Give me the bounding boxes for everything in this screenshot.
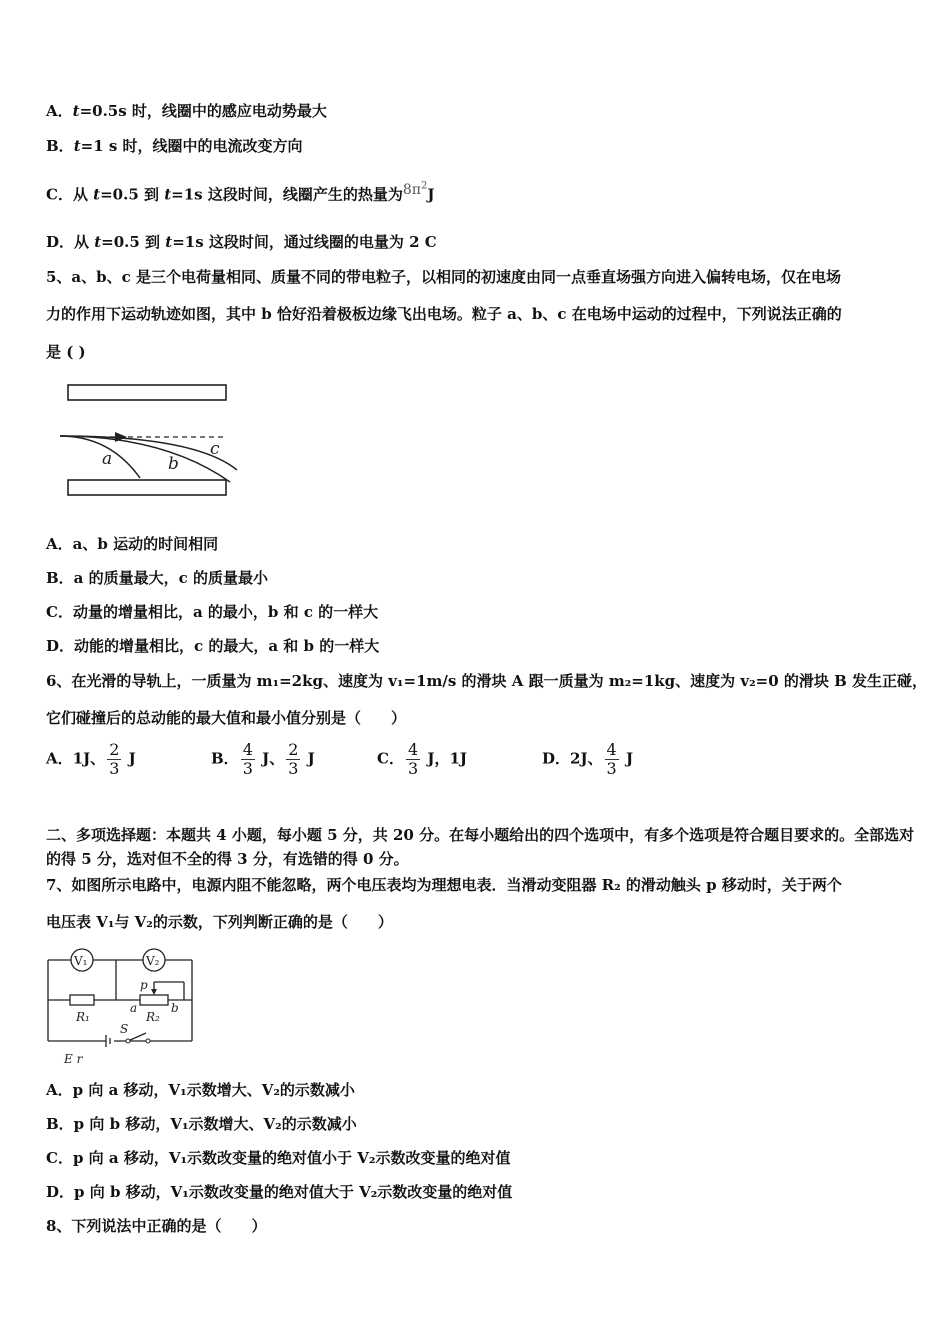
q5-option-c: C．动量的增量相比，a 的最小，b 和 c 的一样大 [46, 603, 379, 621]
trajectory-a [60, 436, 140, 478]
fraction: $\frac{4}{3}$ [242, 740, 253, 778]
label-b: b [168, 454, 179, 474]
q5-stem-line3: 是 ( ) [46, 343, 86, 361]
q6-option-a: A．1J、 $\frac{2}{3}$ J [46, 740, 136, 778]
label-v2: V₂ [146, 954, 160, 968]
q7-circuit-figure [44, 946, 199, 1068]
section2-instructions: 二、多项选择题：本题共 4 小题，每小题 5 分，共 20 分。在每小题给出的四个选项中，有多个选项是符合题目要求的。全部选对的得 5 分，选对但不全的得 3 分，有选错的得 0 分。 [46, 826, 915, 868]
upper-plate [68, 385, 226, 400]
q7-stem-line2: 电压表 V₁与 V₂的示数，下列判断正确的是（ ） [46, 913, 393, 931]
q7-option-b: B．p 向 b 移动，V₁示数增大、V₂的示数减小 [46, 1115, 357, 1133]
q7-option-c: C．p 向 a 移动，V₁示数改变量的绝对值小于 V₂示数改变量的绝对值 [46, 1149, 511, 1167]
trajectory-b [60, 436, 230, 482]
lower-plate [68, 480, 226, 495]
q5-option-a: A．a、b 运动的时间相同 [46, 535, 219, 553]
q4-option-c: C．从 t=0.5 到 t=1s 这段时间，线圈产生的热量为$8\pi^2J$ [46, 180, 435, 204]
q4-option-a: A．t=0.5s 时，线圈中的感应电动势最大 [46, 102, 327, 120]
q5-option-b: B．a 的质量最大，c 的质量最小 [46, 569, 268, 587]
q5-deflection-figure [55, 378, 240, 503]
q4-option-d: D．从 t=0.5 到 t=1s 这段时间，通过线圈的电量为 2 C [46, 233, 437, 251]
resistor-r1 [70, 995, 94, 1005]
label-a: a [102, 449, 113, 469]
label-c: c [210, 439, 220, 459]
q6-stem-line1: 6、在光滑的导轨上，一质量为 m₁=2kg、速度为 v₁=1m/s 的滑块 A 跟一质量为 m₂=1kg、速度为 v₂=0 的滑块 B 发生正碰， [46, 672, 928, 690]
q6-stem-line2: 它们碰撞后的总动能的最大值和最小值分别是（ ） [46, 709, 407, 727]
fraction: $\frac{4}{3}$ [606, 740, 617, 778]
q4-option-c-formula: $8\pi^2$ [402, 180, 428, 198]
q5-stem-line2: 力的作用下运动轨迹如图，其中 b 恰好沿着极板边缘飞出电场。粒子 a、b、c 在电场中运动的过程中，下列说法正确的 [46, 305, 842, 323]
q5-stem-line1: 5、a、b、c 是三个电荷量相同、质量不同的带电粒子，以相同的初速度由同一点垂直场强方向进入偏转电场，仅在电场 [46, 268, 842, 286]
q6-option-b: B． $\frac{4}{3}$ J、 $\frac{2}{3}$ J [211, 740, 315, 778]
label-r1: R₁ [76, 1010, 90, 1024]
q8-stem-line1: 8、下列说法中正确的是（ ） [46, 1217, 267, 1235]
q4-option-b: B．t=1 s 时，线圈中的电流改变方向 [46, 137, 303, 155]
q5-option-d: D．动能的增量相比，c 的最大，a 和 b 的一样大 [46, 637, 380, 655]
q6-option-c: C． $\frac{4}{3}$ J，1J [377, 740, 467, 778]
q7-option-d: D．p 向 b 移动，V₁示数改变量的绝对值大于 V₂示数改变量的绝对值 [46, 1183, 513, 1201]
q6-option-d: D．2J、 $\frac{4}{3}$ J [542, 740, 634, 778]
q7-option-a: A．p 向 a 移动，V₁示数增大、V₂的示数减小 [46, 1081, 355, 1099]
label-p: p [140, 978, 148, 992]
fraction: $\frac{4}{3}$ [407, 740, 419, 778]
label-er: E r [64, 1052, 83, 1066]
q7-stem-line1: 7、如图所示电路中，电源内阻不能忽略，两个电压表均为理想电表．当滑动变阻器 R₂ 的滑动触头 p 移动时，关于两个 [46, 876, 842, 894]
fraction: $\frac{2}{3}$ [109, 740, 120, 778]
label-r2: R₂ [146, 1010, 160, 1024]
resistor-r2 [140, 995, 168, 1005]
label-v1: V₁ [74, 954, 88, 968]
label-a: a [130, 1001, 138, 1015]
fraction: $\frac{2}{3}$ [288, 740, 299, 778]
label-b: b [171, 1001, 179, 1015]
label-s: S [120, 1022, 129, 1036]
